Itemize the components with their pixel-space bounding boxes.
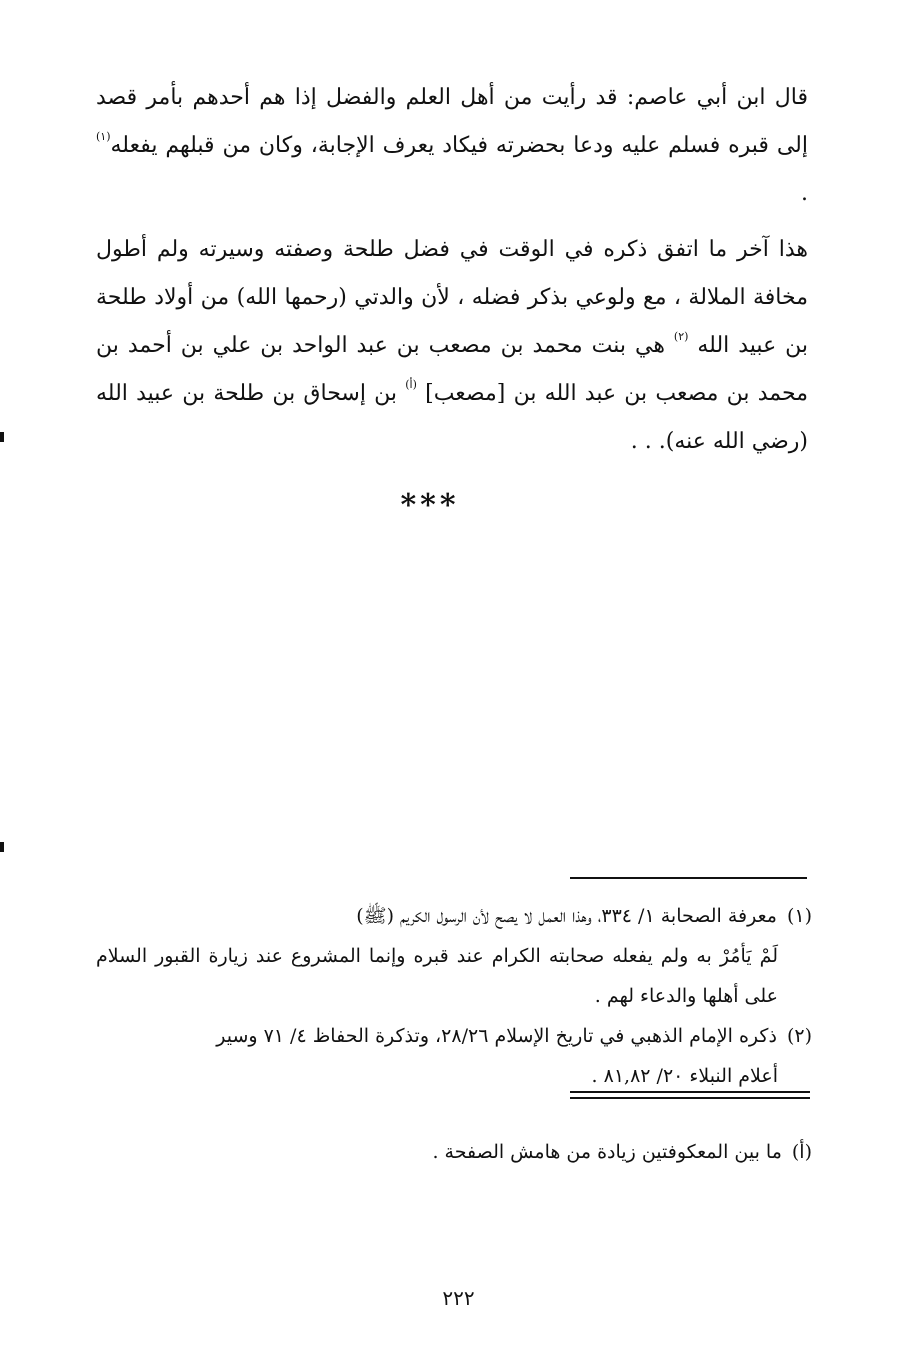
editor-note — [96, 1132, 812, 1172]
footnote-2-number: (٢) — [786, 1025, 812, 1047]
body-paragraph-1-text: قال ابن أبي عاصم: قد رأيت من أهل العلم والفضل إذا هم أحدهم بأمر قصد إلى قبره فسلم عليه ودعا بحضرته فيكاد يعرف الإجابة، وكان من قبلهم يفعله — [96, 85, 808, 158]
body-paragraph-2 — [96, 226, 808, 466]
editor-note-text: ما بين المعكوفتين زيادة من هامش الصفحة . — [432, 1141, 782, 1163]
body-paragraph-1 — [96, 74, 808, 218]
margin-mark — [0, 842, 4, 852]
section-separator: *** — [400, 488, 460, 523]
footnote-ref-2: (٢) — [673, 330, 689, 343]
footnote-divider — [570, 877, 807, 879]
footnote-1-number: (١) — [786, 905, 812, 927]
editor-note-ref: (أ) — [405, 378, 417, 391]
footnote-1-continuation: لَمْ يَأمُرْ به ولم يفعله صحابته الكرام عند قبره وإنما المشروع عند زيارة القبور السلام على أهلها والدعاء لهم . — [96, 945, 778, 1007]
body-paragraph-2-text-a: هذا آخر ما اتفق ذكره في الوقت في فضل طلحة وصفته وسيرته ولم أطول مخافة الملالة ، مع ولوعي بذكر فضله ، لأن والدتي (رحمها الله) من أولاد طلحة بن عبيد الله — [96, 237, 809, 358]
editor-note-number: (أ) — [791, 1141, 812, 1163]
editor-note-divider — [570, 1091, 810, 1099]
footnote-2-continuation: أعلام النبلاء ٢٠/ ٨١,٨٢ . — [591, 1065, 778, 1087]
footnote-2-text: ذكره الإمام الذهبي في تاريخ الإسلام ٢٨/٢٦، وتذكرة الحفاظ ٤/ ٧١ وسير — [216, 1025, 777, 1047]
footnote-2 — [96, 1016, 812, 1096]
body-paragraph-1-end: . — [801, 181, 808, 206]
footnote-ref-1: (١) — [96, 130, 111, 143]
footnote-1-text: معرفة الصحابة ١/ ٣٣٤، وهذا العمل لا يصح لأن الرسول الكريم (ﷺ) — [356, 905, 777, 927]
footnote-1 — [96, 896, 812, 1016]
page-number: ٢٢٢ — [442, 1286, 475, 1310]
margin-mark — [0, 432, 4, 442]
body-paragraph-2-text-b: هي بنت محمد بن مصعب بن عبد الواحد بن علي بن أحمد بن محمد بن مصعب بن عبد الله بن [مصعب] — [96, 333, 808, 406]
body-paragraph-2-text-c: بن إسحاق بن طلحة بن عبيد الله (رضي الله عنه). . . — [96, 381, 808, 454]
